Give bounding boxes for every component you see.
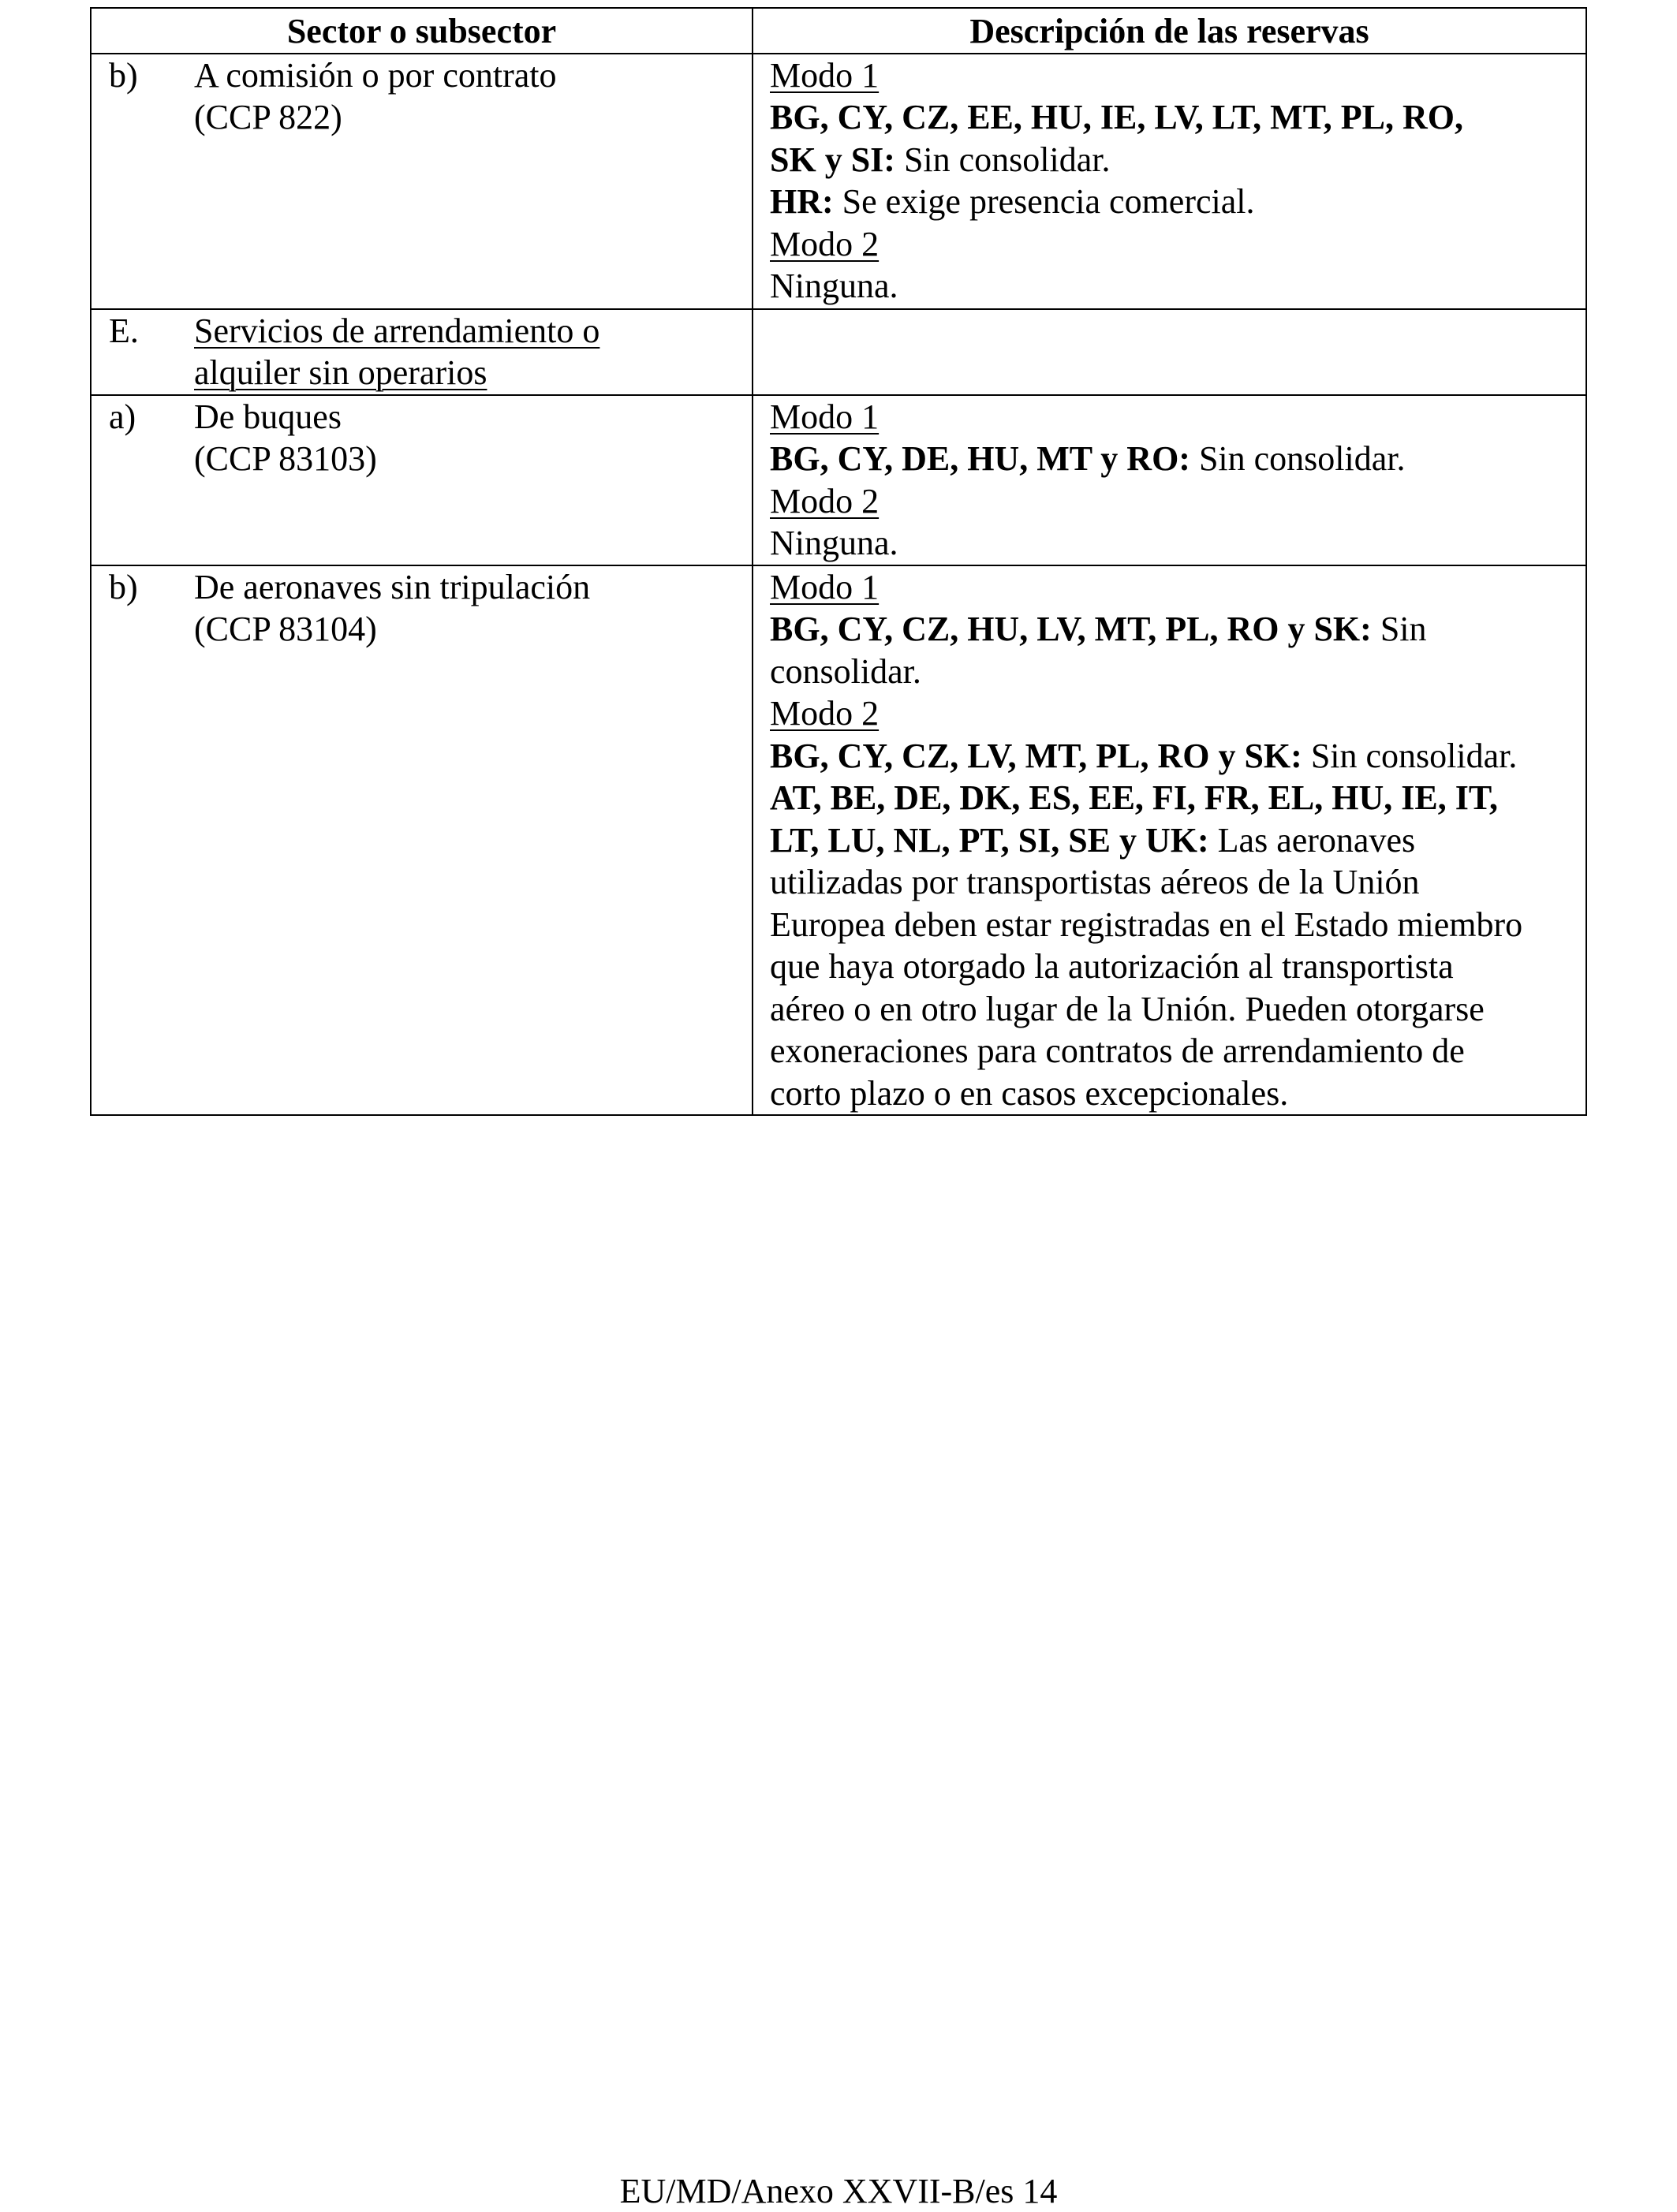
sector-cell — [91, 565, 753, 1116]
description-line: utilizadas por transportistas aéreos de la Unión — [770, 863, 1420, 901]
sector-line: (CCP 83103) — [194, 439, 377, 478]
sector-line: alquiler sin operarios — [194, 353, 487, 392]
mode-heading: Modo 1 — [770, 55, 880, 95]
description-line: BG, CY, CZ, HU, LV, MT, PL, RO y SK: Sin — [770, 610, 1427, 648]
description-line: HR: Se exige presencia comercial. — [770, 182, 1255, 221]
sector-cell — [91, 54, 753, 309]
sector-line: De buques — [194, 397, 342, 436]
sector-line: Servicios de arrendamiento o — [194, 311, 600, 350]
description-line: BG, CY, CZ, EE, HU, IE, LV, LT, MT, PL, RO, — [770, 98, 1464, 136]
mode-heading: Modo 2 — [770, 224, 880, 263]
sector-cell — [91, 309, 753, 395]
table-row — [91, 54, 1586, 309]
mode-heading: Modo 2 — [770, 694, 880, 733]
reservations-table — [90, 7, 1587, 1116]
table-header-row — [91, 8, 1586, 54]
description-line: Ninguna. — [770, 524, 898, 562]
description-cell — [753, 565, 1586, 1116]
mode-heading: Modo 1 — [770, 397, 880, 436]
mode-heading: Modo 1 — [770, 567, 880, 606]
description-line: LT, LU, NL, PT, SI, SE y UK: Las aeronaves — [770, 820, 1416, 860]
description-cell — [753, 309, 1586, 395]
description-line: SK y SI: Sin consolidar. — [770, 140, 1111, 179]
sector-line: (CCP 83104) — [194, 610, 377, 648]
description-line: Europea deben estar registradas en el Estado miembro — [770, 905, 1523, 944]
row-label: b) — [109, 55, 138, 95]
sector-cell — [91, 395, 753, 565]
description-line: consolidar. — [770, 651, 921, 691]
description-line: exoneraciones para contratos de arrendamiento de — [770, 1031, 1465, 1070]
sector-line: De aeronaves sin tripulación — [194, 567, 591, 606]
description-line: que haya otorgado la autorización al transportista — [770, 947, 1454, 986]
sector-line: (CCP 822) — [194, 98, 342, 136]
description-line: BG, CY, CZ, LV, MT, PL, RO y SK: Sin consolidar. — [770, 736, 1518, 775]
description-line: Ninguna. — [770, 267, 898, 305]
description-cell — [753, 54, 1586, 309]
row-label: a) — [109, 397, 136, 436]
table-row — [91, 309, 1586, 395]
table-row — [91, 395, 1586, 565]
row-label: E. — [109, 311, 139, 350]
sector-line: A comisión o por contrato — [194, 55, 557, 95]
description-line: aéreo o en otro lugar de la Unión. Pueden otorgarse — [770, 989, 1485, 1028]
table-row — [91, 565, 1586, 1116]
row-label: b) — [109, 567, 138, 606]
description-line: BG, CY, DE, HU, MT y RO: Sin consolidar. — [770, 439, 1406, 478]
header-description: Descripción de las reservas — [753, 8, 1586, 54]
mode-heading: Modo 2 — [770, 481, 880, 520]
page-footer: EU/MD/Anexo XXVII-B/es 14 — [619, 2172, 1058, 2210]
description-cell — [753, 395, 1586, 565]
header-sector: Sector o subsector — [91, 8, 753, 54]
description-line: AT, BE, DE, DK, ES, EE, FI, FR, EL, HU, IE, IT, — [770, 778, 1498, 817]
description-line: corto plazo o en casos excepcionales. — [770, 1073, 1289, 1113]
